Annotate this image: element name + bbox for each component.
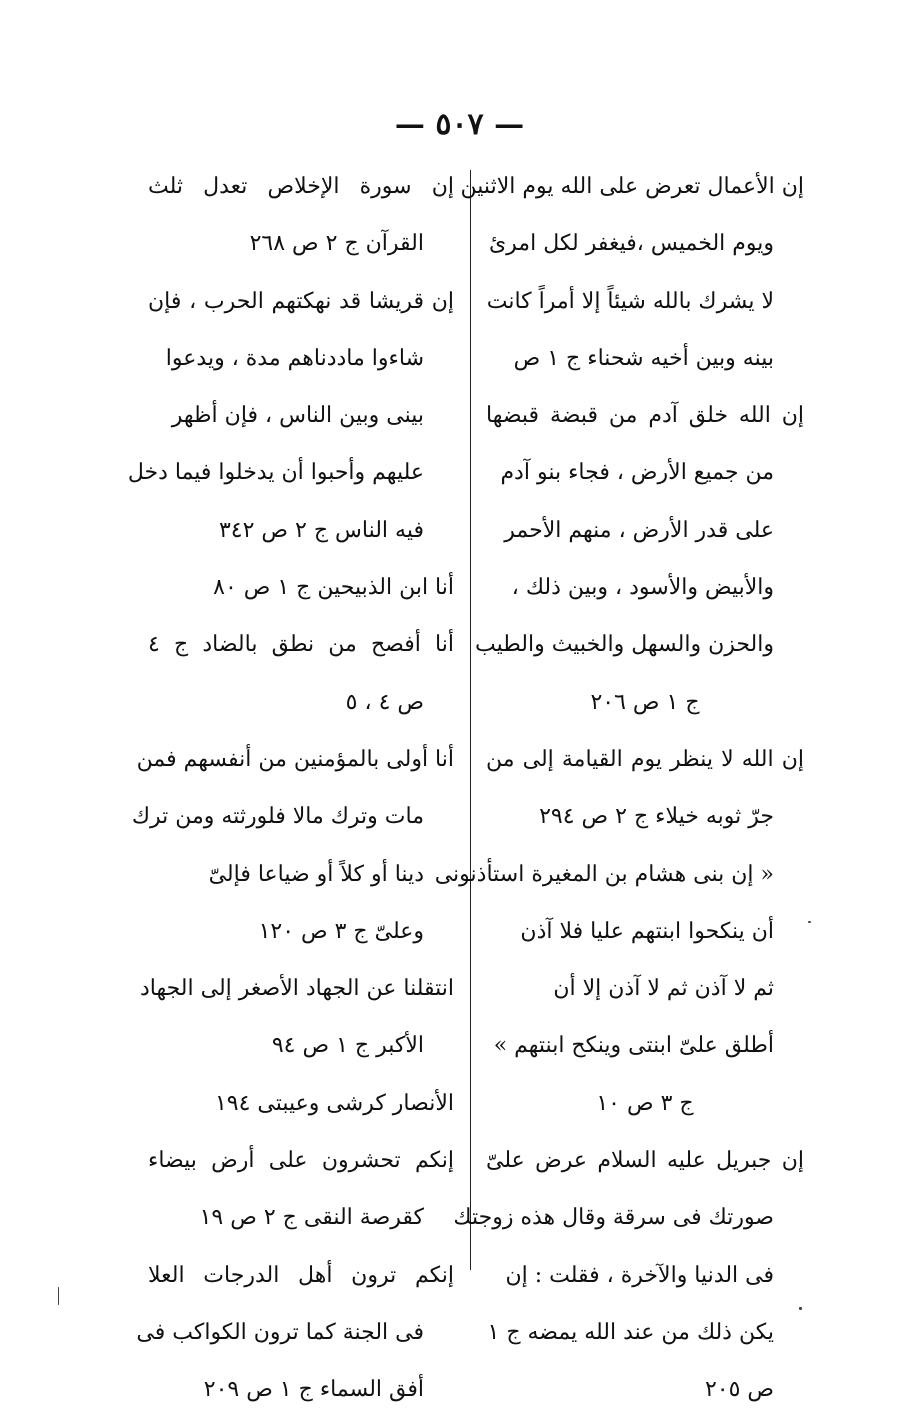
text-line: والأبيض والأسود ، وبين ذلك ، — [511, 575, 774, 601]
text-line: فيه الناس ج ٢ ص ٣٤٢ — [218, 517, 424, 543]
column-divider — [470, 170, 471, 1270]
right-column — [434, 158, 804, 1419]
text-line: إن الله لا ينظر يوم القيامة إلى من — [486, 746, 804, 772]
text-line: إن الأعمال تعرض على الله يوم الاثنين — [460, 174, 804, 199]
text-line: إن قريشا قد نهكتهم الحرب ، فإن — [148, 288, 454, 314]
text-line: دينا أو كلاً أو ضياعا فإلىّ — [208, 861, 424, 887]
text-line: أفق السماء ج ١ ص ٢٠٩ — [203, 1377, 424, 1403]
text-line: إن جبريل عليه السلام عرض علىّ — [486, 1148, 804, 1174]
text-line: وعلىّ ج ٣ ص ١٢٠ — [258, 918, 424, 944]
text-line: ص ٤ ، ٥ — [345, 689, 424, 715]
print-speck — [58, 1287, 59, 1305]
text-line: إن سورة الإخلاص تعدل ثلث — [148, 174, 454, 199]
text-line: أنا أفصح من نطق بالضاد ج ٤ — [148, 632, 454, 658]
text-line: إنكم تحشرون على أرض بيضاء — [148, 1148, 454, 1174]
text-line: عليهم وأحبوا أن يدخلوا فيما دخل — [127, 460, 424, 486]
print-speck — [808, 921, 811, 923]
text-line: أنا أولى بالمؤمنين من أنفسهم فمن — [136, 746, 454, 772]
text-line: من جميع الأرض ، فجاء بنو آدم — [500, 460, 774, 486]
text-line: القرآن ج ٢ ص ٢٦٨ — [249, 231, 424, 257]
text-line: ج ١ ص ٢٠٦ — [590, 689, 700, 715]
text-line: أطلق علىّ ابنتى وينكح ابنتهم » — [493, 1033, 774, 1059]
text-line: انتقلنا عن الجهاد الأصغر إلى الجهاد — [139, 976, 454, 1002]
text-line: والحزن والسهل والخبيث والطيب — [474, 632, 774, 658]
text-line: ثم لا آذن ثم لا آذن إلا أن — [553, 976, 774, 1002]
text-line: لا يشرك بالله شيئاً إلا أمراً كانت — [486, 288, 774, 314]
text-line: ويوم الخميس ،فيغفر لكل امرئ — [488, 231, 774, 257]
text-line: شاءوا ماددناهم مدة ، ويدعوا — [165, 345, 424, 371]
text-line: « إن بنى هشام بن المغيرة استأذنونى — [434, 861, 774, 887]
text-line: أن ينكحوا ابنتهم عليا فلا آذن — [520, 918, 774, 944]
text-line: فى الدنيا والآخرة ، فقلت : إن — [505, 1262, 774, 1288]
text-line: الأنصار كرشى وعيبتى ١٩٤ — [214, 1090, 454, 1116]
text-line: مات وترك مالا فلورثته ومن ترك — [131, 804, 424, 830]
text-line: إنكم ترون أهل الدرجات العلا — [148, 1262, 454, 1288]
text-line: بينى وبين الناس ، فإن أظهر — [171, 403, 424, 429]
text-line: جرّ ثوبه خيلاء ج ٢ ص ٢٩٤ — [539, 804, 774, 830]
text-line: الأكبر ج ١ ص ٩٤ — [271, 1033, 424, 1059]
print-speck — [799, 1307, 802, 1310]
text-line: ص ٢٠٥ — [704, 1377, 774, 1403]
text-line: فى الجنة كما ترون الكواكب فى — [136, 1319, 424, 1345]
text-line: يكن ذلك من عند الله يمضه ج ١ — [487, 1319, 774, 1345]
text-line: إن الله خلق آدم من قبضة قبضها — [486, 403, 804, 429]
text-line: على قدر الأرض ، منهم الأحمر — [504, 517, 774, 543]
text-line: ج ٣ ص ١٠ — [596, 1090, 694, 1116]
page-number: — ٥٠٧ — — [394, 107, 525, 142]
left-column — [127, 158, 454, 1419]
text-line: صورتك فى سرقة وقال هذه زوجتك — [453, 1205, 774, 1231]
text-line: بينه وبين أخيه شحناء ج ١ ص — [513, 345, 774, 371]
text-line: أنا ابن الذبيحين ج ١ ص ٨٠ — [213, 575, 454, 601]
text-line: كقرصة النقى ج ٢ ص ١٩ — [199, 1205, 424, 1231]
